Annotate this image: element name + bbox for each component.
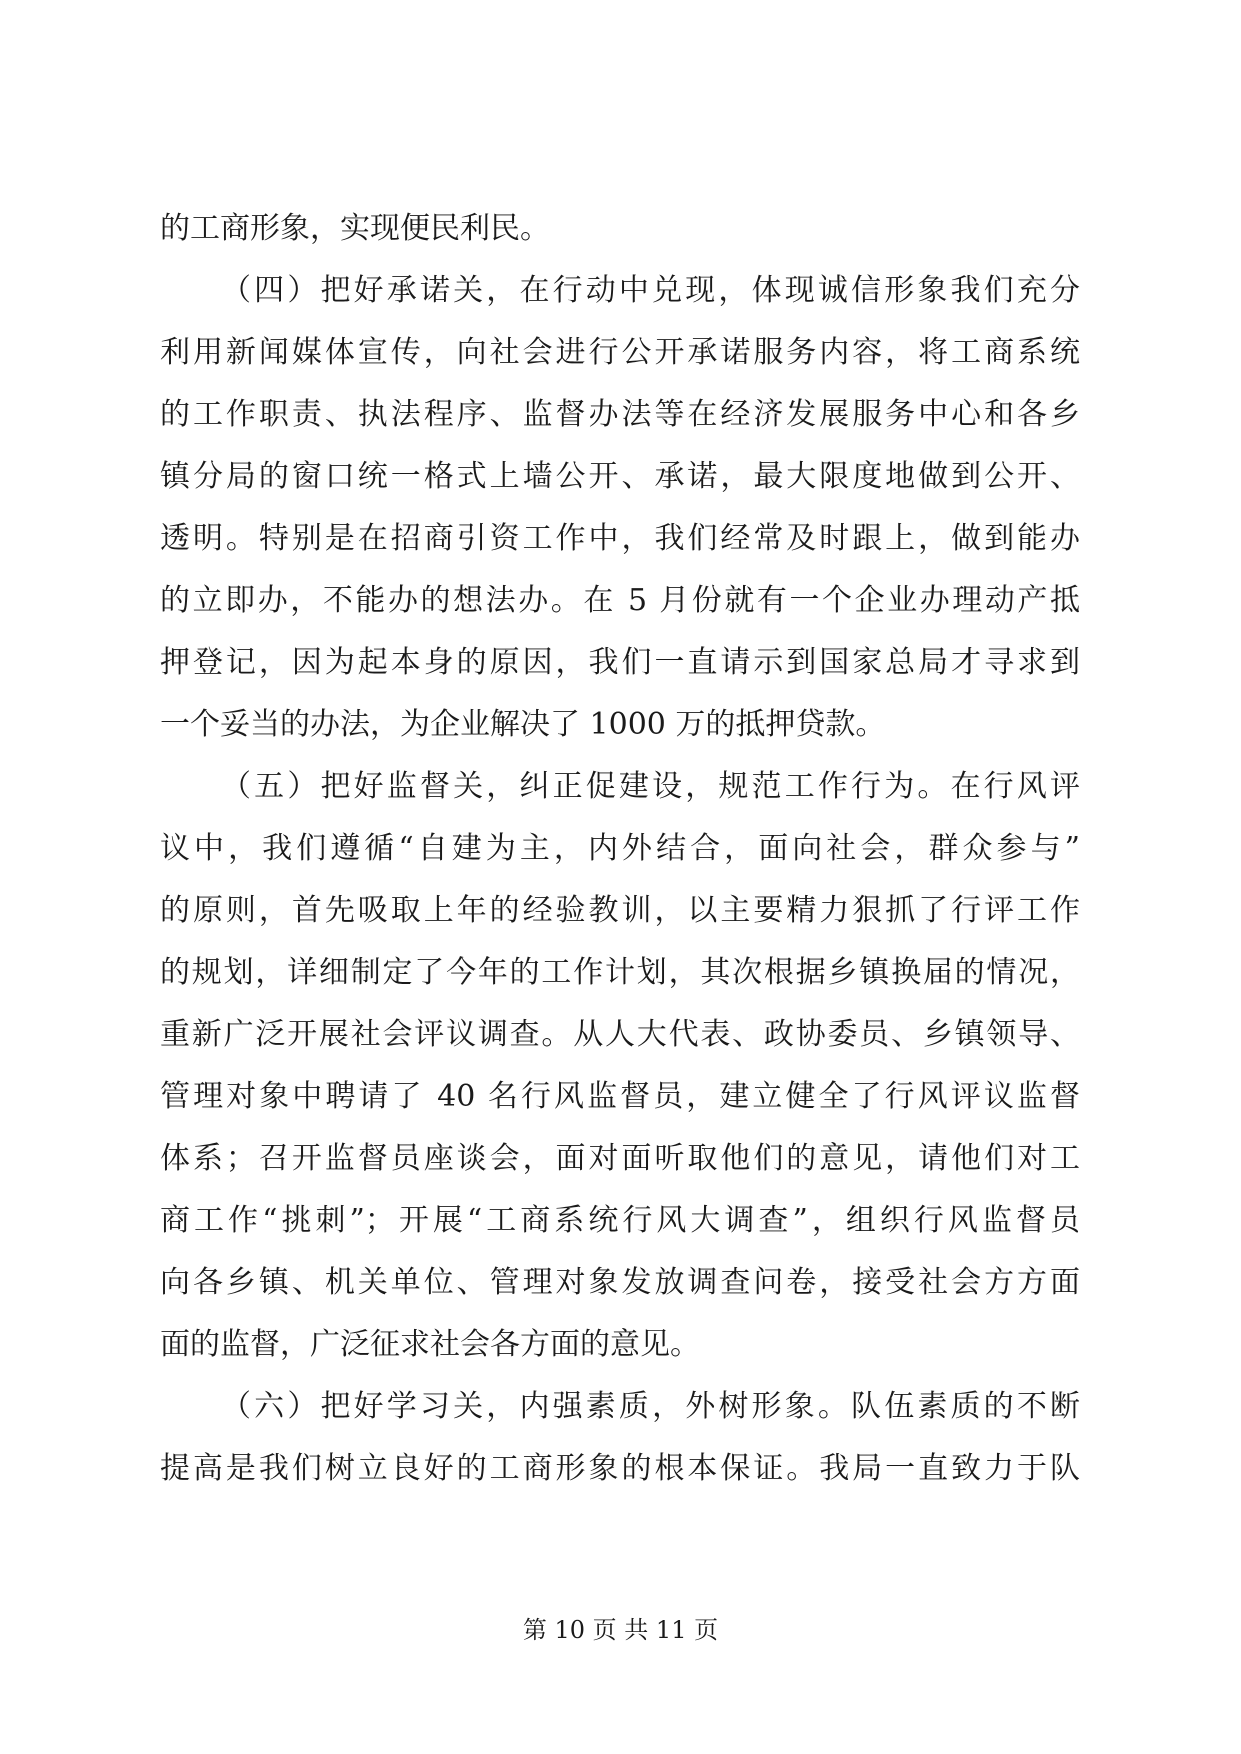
text-line: 商工作“挑刺”；开展“工商系统行风大调查”，组织行风监督员: [160, 1203, 1080, 1238]
text-line: 的原则，首先吸取上年的经验教训，以主要精力狠抓了行评工作: [160, 893, 1080, 928]
text-line: 提高是我们树立良好的工商形象的根本保证。我局一直致力于队: [160, 1451, 1080, 1486]
text-line: 向各乡镇、机关单位、管理对象发放调查问卷，接受社会方方面: [160, 1265, 1080, 1300]
text-line: 管理对象中聘请了 40 名行风监督员，建立健全了行风评议监督: [160, 1079, 1080, 1114]
text-line: 的立即办，不能办的想法办。在 5 月份就有一个企业办理动产抵: [160, 583, 1080, 618]
text-line: 透明。特别是在招商引资工作中，我们经常及时跟上，做到能办: [160, 521, 1080, 556]
text-line: 的工商形象，实现便民利民。: [160, 211, 550, 246]
text-line: （五）把好监督关，纠正促建设，规范工作行为。在行风评: [221, 769, 1080, 804]
text-line: 押登记，因为起本身的原因，我们一直请示到国家总局才寻求到: [160, 645, 1080, 680]
page-number-footer: 第 10 页 共 11 页: [522, 1616, 719, 1644]
document-body: [160, 198, 1080, 1500]
text-line: （六）把好学习关，内强素质，外树形象。队伍素质的不断: [221, 1389, 1080, 1424]
text-line: 体系；召开监督员座谈会，面对面听取他们的意见，请他们对工: [160, 1141, 1080, 1176]
text-line: 重新广泛开展社会评议调查。从人大代表、政协委员、乡镇领导、: [160, 1017, 1080, 1052]
text-line: 镇分局的窗口统一格式上墙公开、承诺，最大限度地做到公开、: [160, 459, 1080, 494]
text-line: 议中，我们遵循“自建为主，内外结合，面向社会，群众参与”: [160, 831, 1080, 866]
text-line: 的工作职责、执法程序、监督办法等在经济发展服务中心和各乡: [160, 397, 1080, 432]
text-line: 的规划，详细制定了今年的工作计划，其次根据乡镇换届的情况，: [160, 955, 1080, 990]
paragraph: [160, 1376, 1080, 1500]
text-line: 面的监督，广泛征求社会各方面的意见。: [160, 1327, 700, 1362]
paragraph: [160, 756, 1080, 1376]
paragraph: [160, 198, 1080, 260]
text-line: 利用新闻媒体宣传，向社会进行公开承诺服务内容，将工商系统: [160, 335, 1080, 370]
text-line: （四）把好承诺关，在行动中兑现，体现诚信形象我们充分: [221, 273, 1080, 308]
paragraph: [160, 260, 1080, 756]
text-line: 一个妥当的办法，为企业解决了 1000 万的抵押贷款。: [160, 707, 886, 742]
